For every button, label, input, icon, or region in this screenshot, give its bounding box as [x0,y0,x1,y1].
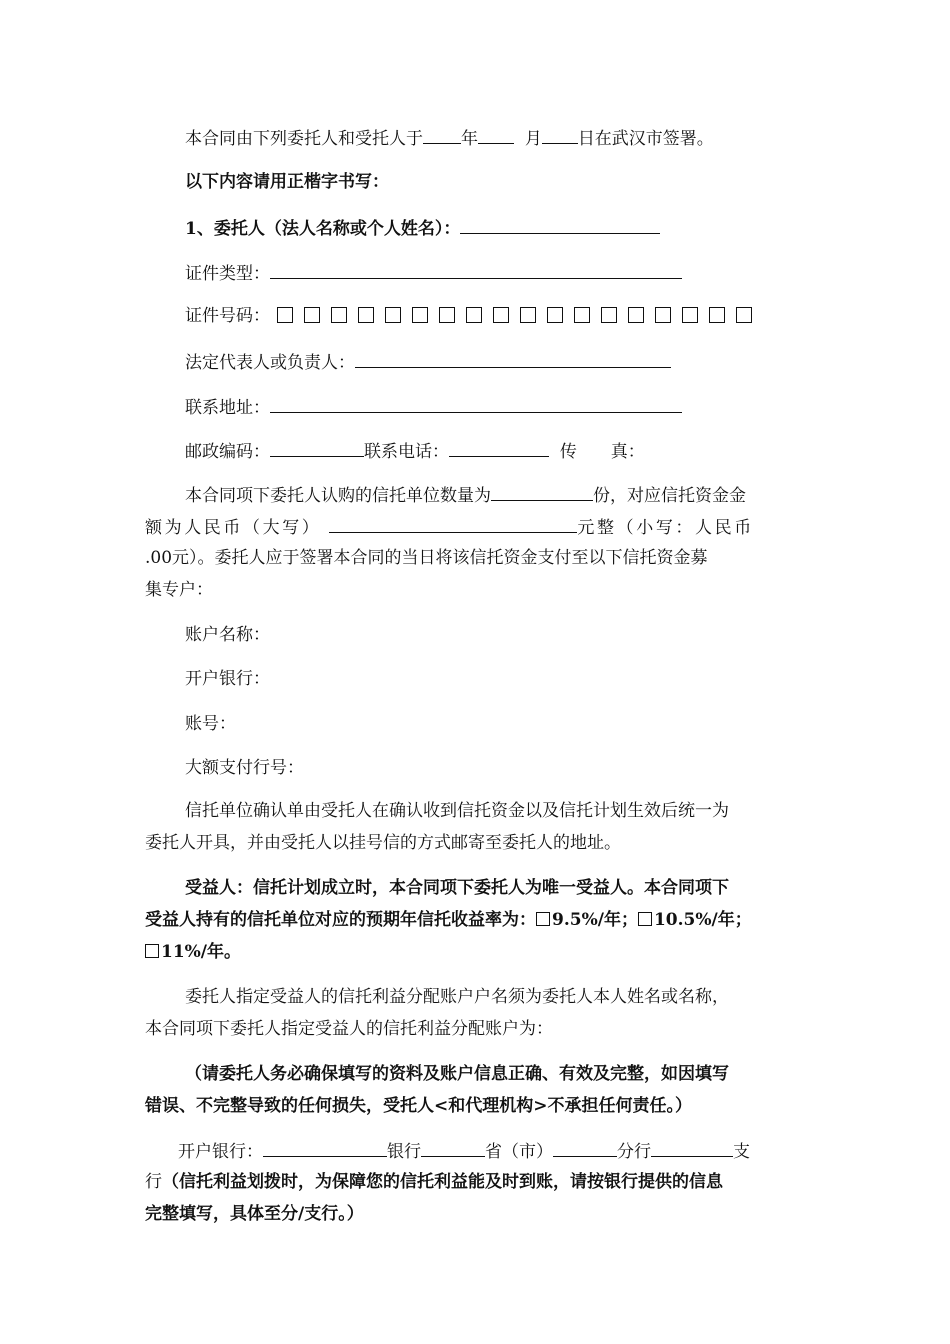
legal-rep-field[interactable] [355,349,671,368]
address-label: 联系地址： [185,398,270,418]
warning-line-1: （请委托人务必确保填写的资料及账户信息正确、有效及完整，如因填写 [185,1064,729,1084]
distribution-line-1: 委托人指定受益人的信托利益分配账户户名须为委托人本人姓名或名称， [185,987,729,1007]
client-label: 1、委托人（法人名称或个人姓名）： [185,219,461,239]
account-bank-label: 开户银行： [185,669,270,689]
confirm-line-2: 委托人开具，并由受托人以挂号信的方式邮寄至委托人的地址。 [145,833,621,853]
yield-option-2: 10.5%/年； [653,910,752,930]
year-field[interactable] [423,125,461,144]
units-line-3 [145,546,708,570]
id-number-line [185,304,763,328]
id-type-field[interactable] [270,260,682,279]
id-digit-box[interactable] [304,307,320,323]
bank-line-2 [145,1170,723,1194]
regular-script-note: 以下内容请用正楷字书写： [185,172,389,192]
id-digit-box[interactable] [628,307,644,323]
yield-option-1: 9.5%/年； [552,910,638,930]
id-type-label: 证件类型： [185,264,270,284]
beneficiary-line-2 [145,908,752,932]
address-line [185,394,682,420]
beneficiary-line-3 [145,940,241,964]
address-field[interactable] [270,394,682,413]
id-digit-box[interactable] [520,307,536,323]
units-text-1b: 份，对应信托资金金 [593,486,746,506]
yield-option-3: 11%/年。 [161,942,242,962]
warning-line-2: 错误、不完整导致的任何损失，受托人<和代理机构>不承担任何责任。） [145,1096,692,1116]
id-digit-box[interactable] [655,307,671,323]
intro-line [185,125,714,151]
client-name-field[interactable] [460,215,660,234]
month-field[interactable] [478,125,514,144]
yield-option-checkbox[interactable] [536,912,550,926]
id-digit-box[interactable] [439,307,455,323]
id-digit-box[interactable] [466,307,482,323]
amount-words-field[interactable] [329,514,577,533]
id-digit-box[interactable] [412,307,428,323]
id-digit-box[interactable] [601,307,617,323]
beneficiary-text-2: 受益人持有的信托单位对应的预期年信托收益率为： [145,910,536,930]
fax-label: 传 真： [559,442,645,462]
branch-field[interactable] [553,1138,617,1157]
id-type-line [185,260,682,286]
id-number-label: 证件号码： [185,306,270,326]
province-label: 省（市） [485,1142,553,1162]
id-digit-box[interactable] [277,307,293,323]
beneficiary-line-1: 受益人：信托计划成立时，本合同项下委托人为唯一受益人。本合同项下 [185,878,729,898]
id-digit-box[interactable] [709,307,725,323]
sub-branch-field[interactable] [651,1138,733,1157]
year-label: 年 [461,129,478,149]
bank-name-field[interactable] [263,1138,387,1157]
sub-branch-label-a: 支 [733,1142,750,1162]
units-line-4 [145,578,213,602]
units-text-2b: 元整（小写：人民币 [577,518,754,538]
id-digit-box[interactable] [385,307,401,323]
id-digit-box[interactable] [547,307,563,323]
units-text-4: 集专户： [145,580,213,600]
contact-line [185,438,645,464]
sub-branch-label-b: 行 [145,1172,162,1192]
bank-suffix: 银行 [387,1142,421,1162]
units-line-1 [185,482,746,508]
legal-rep-line [185,349,671,375]
phone-label: 联系电话： [364,442,449,462]
id-digit-box[interactable] [331,307,347,323]
bank-note-1: （信托利益划拨时，为保障您的信托利益能及时到账，请按银行提供的信息 [162,1172,723,1192]
id-digit-box[interactable] [493,307,509,323]
yield-option-checkbox[interactable] [638,912,652,926]
branch-label: 分行 [617,1142,651,1162]
month-label: 月 [524,129,542,149]
day-field[interactable] [542,125,578,144]
distribution-line-2: 本合同项下委托人指定受益人的信托利益分配账户为： [145,1019,553,1039]
account-number-label: 账号： [185,714,236,734]
phone-field[interactable] [449,438,549,457]
units-line-2 [145,514,754,540]
legal-rep-label: 法定代表人或负责人： [185,353,355,373]
id-digit-box[interactable] [682,307,698,323]
units-text-1a: 本合同项下委托人认购的信托单位数量为 [185,486,491,506]
units-quantity-field[interactable] [491,482,593,501]
bank-label: 开户银行： [178,1142,263,1162]
id-digit-box[interactable] [358,307,374,323]
units-text-3: .00元）。委托人应于签署本合同的当日将该信托资金支付至以下信托资金募 [145,548,708,568]
yield-option-checkbox[interactable] [145,944,159,958]
intro-text: 本合同由下列委托人和受托人于 [185,129,423,149]
account-name-label: 账户名称： [185,625,270,645]
client-line [185,215,660,241]
province-field[interactable] [421,1138,485,1157]
postcode-label: 邮政编码： [185,442,270,462]
bank-line-1 [178,1138,750,1164]
bank-line-3: 完整填写，具体至分/支行。） [145,1204,364,1224]
id-digit-box[interactable] [574,307,590,323]
confirm-line-1: 信托单位确认单由受托人在确认收到信托资金以及信托计划生效后统一为 [185,801,729,821]
units-text-2a: 额为人民币（大写） [145,518,322,538]
day-label: 日在武汉市签署。 [577,129,714,149]
postcode-field[interactable] [270,438,364,457]
id-number-boxes[interactable] [277,306,763,326]
id-digit-box[interactable] [736,307,752,323]
clearing-number-label: 大额支付行号： [185,758,304,778]
